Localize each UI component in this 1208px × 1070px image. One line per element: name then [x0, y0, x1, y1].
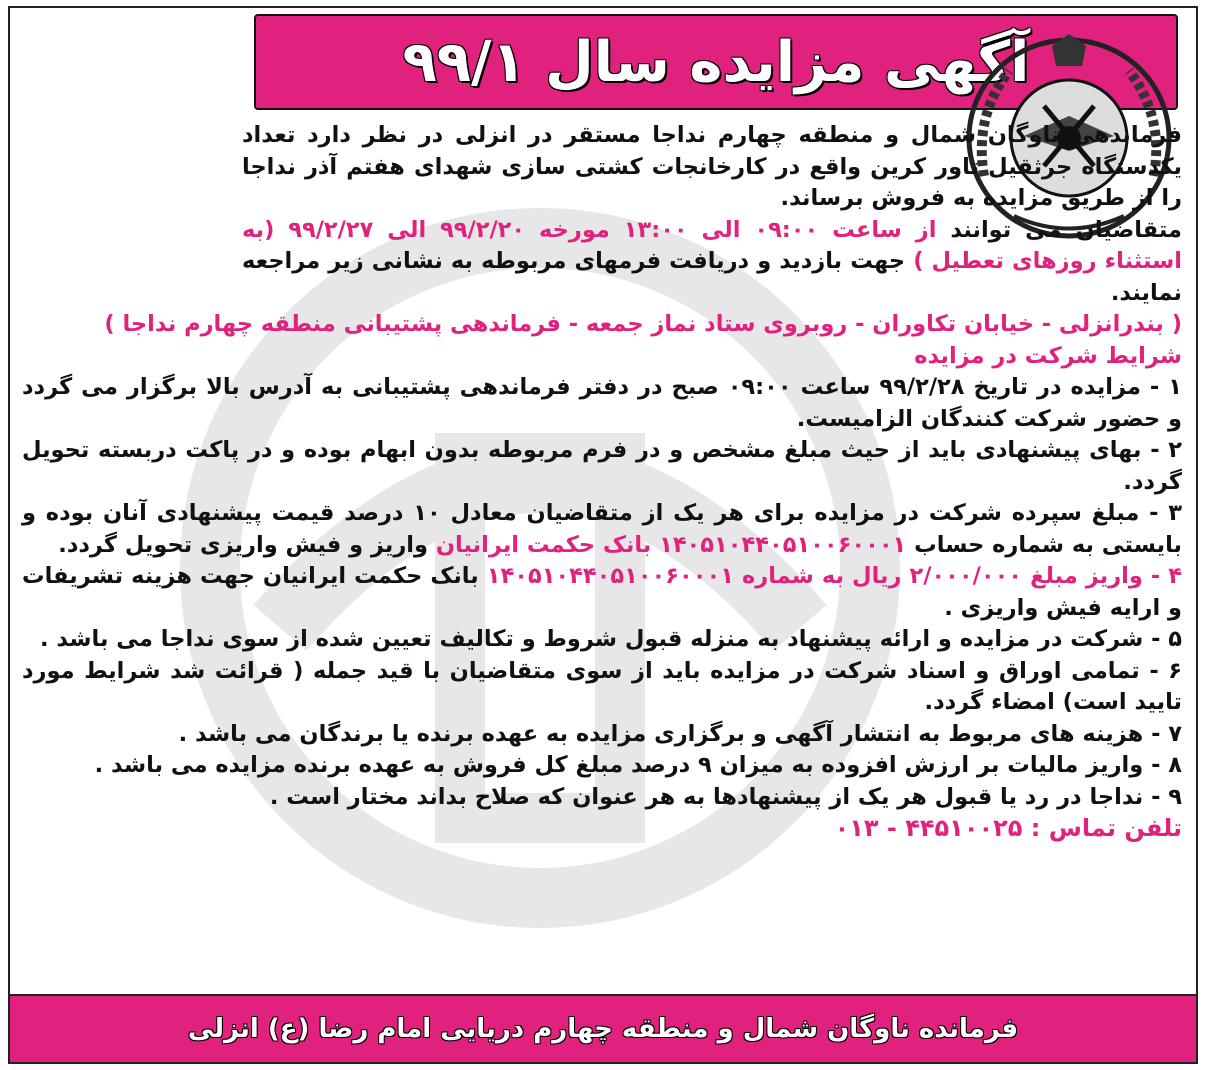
notice-frame [8, 6, 1198, 1064]
condition-2: ۲ - بهای پیشنهادی باید از حیث مبلغ مشخص و در فرم مربوطه بدون ابهام بوده و در پاکت دربسته تحویل گردد. [22, 437, 1182, 495]
condition-7: ۷ - هزینه های مربوط به انتشار آگهی و برگزاری مزایده به عهده برنده یا برندگان می باشد . [178, 720, 1182, 747]
condition-3-account: ۱۴۰۵۱۰۴۴۰۵۱۰۰۶۰۰۰۱ بانک حکمت ایرانیان [435, 531, 907, 558]
notice-body [22, 120, 1182, 845]
visit-time: از ساعت ۰۹:۰۰ الی ۱۳:۰۰ مورخه ۹۹/۲/۲۰ الی ۹۹/۲/۲۷ (به استثناء روزهای تعطیل ) [242, 216, 1182, 274]
visit-prefix: متقاضیان می توانند [950, 216, 1182, 243]
condition-4-highlight: ۴ - واریز مبلغ ۲/۰۰۰/۰۰۰ ریال به شماره ۱۴۰۵۱۰۴۴۰۵۱۰۰۶۰۰۰۱ [486, 563, 1183, 589]
condition-9: ۹ - نداجا در رد یا قبول هر یک از پیشنهادها به هر عنوان که صلاح بداند مختار است . [269, 783, 1182, 810]
condition-4-suffix: بانک حکمت ایرانیان جهت هزینه تشریفات و ارایه فیش واریزی . [22, 563, 1182, 621]
conditions-title: شرایط شرکت در مزایده [914, 342, 1182, 369]
footer-text: فرمانده ناوگان شمال و منطقه چهارم دریایی امام رضا (ع) انزلی [187, 1014, 1019, 1044]
visit-suffix: جهت بازدید و دریافت فرمهای مربوطه به نشانی زیر مراجعه نمایند. [242, 248, 1182, 306]
condition-3 [22, 498, 1182, 561]
condition-5: ۵ - شرکت در مزایده و ارائه پیشنهاد به منزله قبول شروط و تکالیف تعیین شده از سوی نداجا می باشد . [40, 626, 1182, 652]
contact-phone: تلفن تماس : ۴۴۵۱۰۰۲۵ - ۰۱۳ [834, 814, 1182, 842]
footer-banner [10, 994, 1196, 1062]
address-line: ( بندرانزلی - خیابان تکاوران - روبروی ستاد نماز جمعه - فرماندهی پشتیبانی منطقه چهارم نداجا ) [104, 311, 1182, 337]
condition-6: ۶ - تمامی اوراق و اسناد شرکت در مزایده باید از سوی متقاضیان با قید جمله ( قرائت شد شرایط مورد تایید است) امضاء گردد. [22, 657, 1182, 715]
condition-1: ۱ - مزایده در تاریخ ۹۹/۲/۲۸ ساعت ۰۹:۰۰ صبح در دفتر فرماندهی پشتیبانی به آدرس بالا برگزار می گردد و حضور شرکت کنندگان الزامیست. [22, 374, 1183, 432]
condition-4 [22, 561, 1182, 624]
condition-3-suffix: واریز و فیش واریزی تحویل گردد. [58, 531, 428, 558]
condition-8: ۸ - واریز مالیات بر ارزش افزوده به میزان ۹ درصد مبلغ کل فروش به عهده برنده مزایده می باشد . [94, 752, 1182, 778]
intro-paragraph: فرماندهی ناوگان شمال و منطقه چهارم نداجا مستقر در انزلی در نظر دارد تعداد یکدستگاه جرثقیل تاور کرین واقع در کارخانجات کشتی سازی شهدای هفتم آذر نداجا را از طریق مزایده به فروش برساند. [242, 122, 1182, 211]
condition-3-prefix: ۳ - مبلغ سپرده شرکت در مزایده برای هر یک از متقاضیان معادل ۱۰ درصد قیمت پیشنهادی آنان بوده و بایستی به شماره حساب [22, 500, 1182, 558]
visit-paragraph [22, 215, 1182, 310]
page-title: آگهی مزایده سال ۹۹/۱ [402, 29, 1030, 95]
